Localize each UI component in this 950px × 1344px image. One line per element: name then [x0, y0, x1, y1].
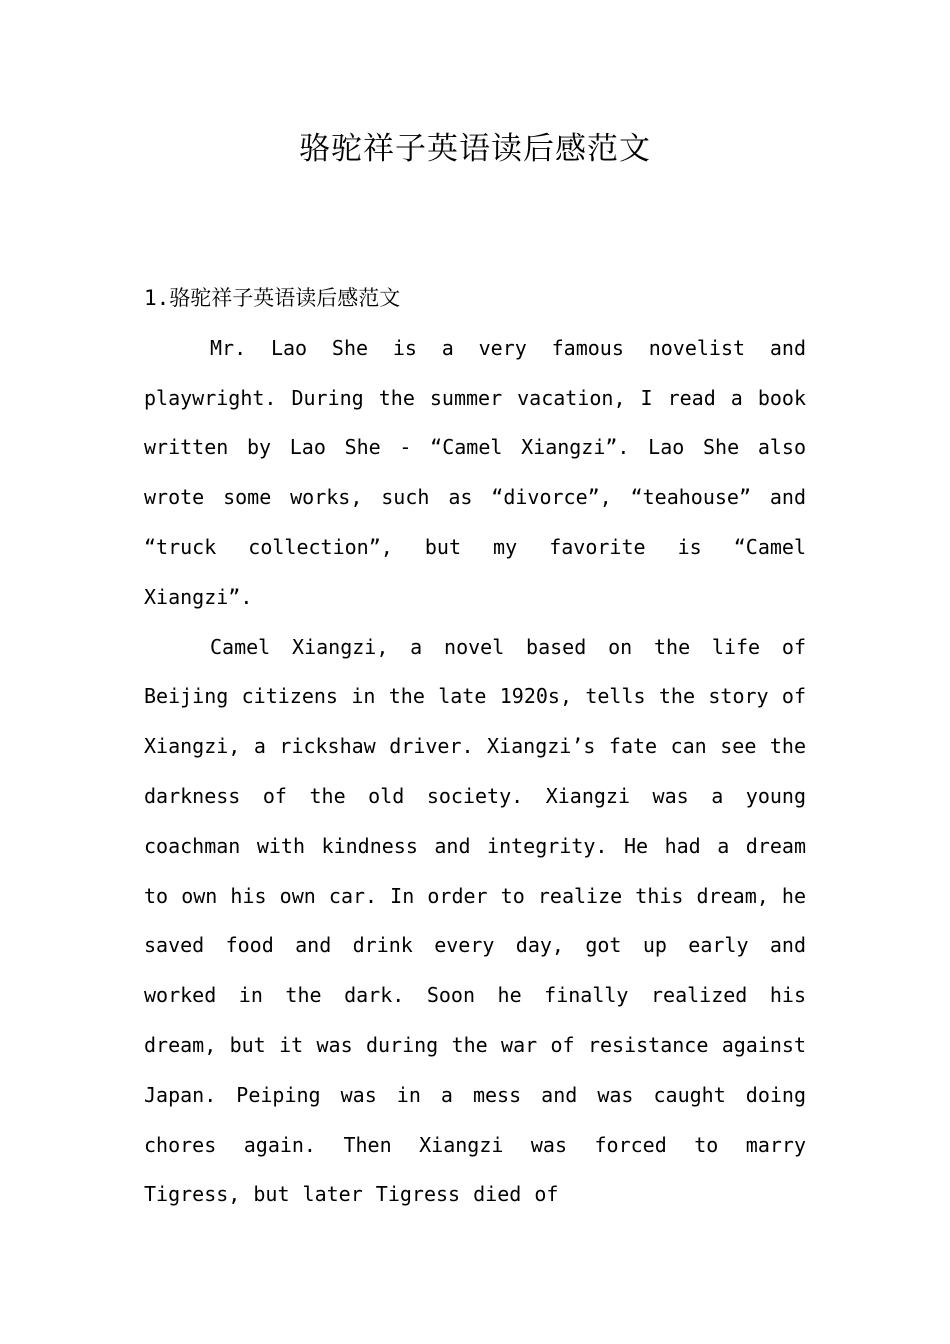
paragraph-intro: Mr. Lao She is a very famous novelist and playwright. During the summer vacation, I read a book written by Lao She - “Camel Xiangzi”. Lao She also wrote some works, such as “divorce”, “teahouse” and “truck collection”, but my favorite is “Camel Xiangzi”.: [144, 335, 806, 609]
document-title: 骆驼祥子英语读后感范文: [299, 131, 651, 167]
document-body: [144, 274, 806, 1220]
paragraph-summary: Camel Xiangzi, a novel based on the life of Beijing citizens in the late 1920s, tells the story of Xiangzi, a rickshaw driver. Xiangzi’s fate can see the darkness of the old society. Xiangzi was a young coachman with kindness and integrity. He had a dream to own his own car. In order to realize this dream, he saved food and drink every day, got up early and worked in the dark. Soon he finally realized his dream, but it was during the war of resistance against Japan. Peiping was in a mess and was caught doing chores again. Then Xiangzi was forced to marry Tigress, but later Tigress died of: [144, 634, 806, 1207]
section-heading: 1.骆驼祥子英语读后感范文: [144, 286, 401, 310]
